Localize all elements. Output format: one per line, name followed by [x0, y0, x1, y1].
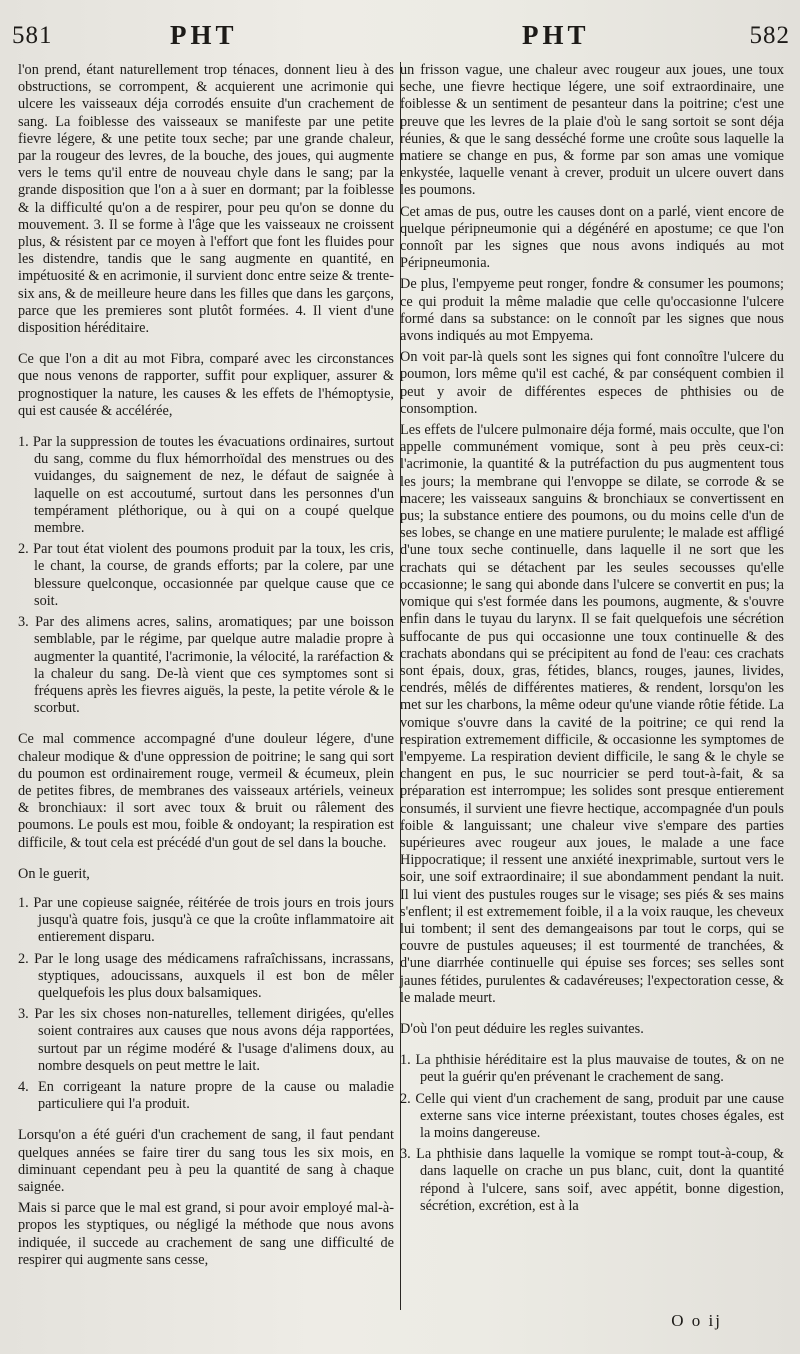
paragraph: Les effets de l'ulcere pulmonaire déja formé, mais occulte, que l'on appelle communément vomique, sont à peu près ceux-ci: l'acrimonie, la quantité & la putréfaction du pus augmentent tous les jours; la membrane qui l'envoppe se dilate, se corrode & se macere; les vaisseaux sanguins & bronchiaux se convertissent en pus; la substance entiere des poumons, ou du moins celle d'un de ses lobes, se change en une matiere purulente; le malade est affligé d'une toux seche continuelle, dans laquelle il ne sort que les crachats qui se détachent par les seules secousses qu'elle occasionne; le sang qui abonde dans l'ulcere se convertit en pus; la vomique qui s'est formée dans les poumons, augmente, & s'ouvre enfin dans le tuyau du larynx. Il se fait quelquefois une sécrétion suffocante de pus qui occasionne une toux continuelle & des crachats abondans qui se précipitent au fond de l'eau: ces crachats sont épais, doux, gras, fétides, blancs, rouges, jaunes, livides, cendrés, mêlés de différentes matieres, & rendent, lorsqu'on les met sur les charbons, la même odeur qu'une viande rôtie fétide. La vomique s'ouvre dans la cavité de la poitrine; ce qui rend la respiration extremement difficile, & occasionne les symptomes de l'empyeme. La respiration devient difficile, le sang & le chyle se changent en pus, le suc nourricier se perd tout-à-fait, & sa préparation est interrompue; les solides sont presque entierement consumés, il survient une fievre hectique, accompagnée d'un pouls foible & languissant; une chaleur vive s'empare des parties supérieures avec rougeur aux joues, le malade a une face Hippocratique; il ressent une anxiété inexprimable, surtout vers le soir, une soif extraordinaire; il sue abondamment pendant la nuit. Il lui vient des pustules rouges sur le visage; ses piés & ses mains s'enflent; il est extremement foible, il a la voix rauque, les cheveux lui tombent; il sent des demangeaisons par tout le corps, qui se couvre de pustules aqueuses; il est tourmenté de tranchées, & d'une diarrhée continuelle qui épuise ses forces; ses selles sont jaunes fétides, purulentes & cadavéreuses; l'expectoration cesse, & le malade meurt. [400, 422, 784, 1006]
paragraph: l'on prend, étant naturellement trop ténaces, donnent lieu à des obstructions, se corrompent, & acquierent une acrimonie qui ulcere les vaisseaux déja corrodés ensuite d'un crachement de sang. La foiblesse des vaisseaux se manifeste par une petite fievre légere, & une petite toux seche; par une grande chaleur, par la rougeur des levres, de la bouche, des joues, qui augmente vers le tems qu'il entre de nouveau chyle dans le sang; par la grande disposition que l'on a à suer en dormant; par la foiblesse & la difficulté qu'on a de respirer, pour peu qu'on se donne du mouvement. 3. Il se forme à l'âge que les vaisseaux ne croissent plus, & résistent par ce moyen à l'effort que font les fluides pour les distendre, tandis que le sang augmente en quantité, en impétuosité & en acrimonie, il survient donc entre seize & trente-six ans, & de meilleure heure dans les filles que dans les garçons, parce que les premieres sont plutôt formées. 4. Il vient d'une disposition héréditaire. [18, 62, 394, 337]
list-item: 2. Par tout état violent des poumons produit par la toux, les cris, le chant, la course, de grands efforts; par la colere, par une blessure quelconque, occasionnée par quelque cause que ce soit. [18, 541, 394, 609]
paragraph: Lorsqu'on a été guéri d'un crachement de sang, il faut pendant quelques années se faire tirer du sang tous les six mois, en diminuant cependant peu à peu la quantité de sang à chaque saignée. [18, 1127, 394, 1195]
left-column [18, 62, 394, 1273]
list-item: 2. Celle qui vient d'un crachement de sang, produit par une cause externe sans vice interne préexistant, toutes choses égales, est la moins dangereuse. [400, 1090, 784, 1141]
list-item: 1. Par la suppression de toutes les évacuations ordinaires, surtout du sang, comme du flux hémorrhoïdal des menstrues ou des vuidanges, du saignement de nez, le défaut de saignée à laquelle on est accoutumé, surtout dans les personnes d'un tempérament pléthorique, ou à qui on a coupé quelque membre. [18, 434, 394, 537]
paragraph: On voit par-là quels sont les signes qui font connoître l'ulcere du poumon, lors même qu'il est caché, & par conséquent combien il peut y avoir de différentes especes de phthisies ou de consomption. [400, 349, 784, 417]
list-item: 2. Par le long usage des médicamens rafraîchissans, incrassans, styptiques, adoucissans, auxquels il est bon de mêler quelquefois les plus doux balsamiques. [18, 950, 394, 1001]
page-number-right: 582 [749, 22, 790, 49]
paragraph: Ce mal commence accompagné d'une douleur légere, d'une chaleur modique & d'une oppression de poitrine; le sang qui sort du poumon est ordinairement rouge, vermeil & écumeux, plein de petites fibres, de membranes des vaisseaux artériels, veineux & bronchiaux: il sort avec toux & bruit ou râlement des poumons. Le pouls est mou, foible & ondoyant; la respiration est difficile, & tout cela est précédé d'un gout de sel dans la bouche. [18, 731, 394, 851]
list-item: 4. En corrigeant la nature propre de la cause ou maladie particuliere qui l'a produit. [18, 1078, 394, 1113]
list-item: 1. Par une copieuse saignée, réitérée de trois jours en trois jours jusqu'à quatre fois, jusqu'à ce que la croûte inflammatoire ait entierement disparu. [18, 894, 394, 946]
list-item: 1. La phthisie héréditaire est la plus mauvaise de toutes, & on ne peut la guérir qu'en prévenant le crachement de sang. [400, 1052, 784, 1086]
running-title-right: PHT [522, 20, 590, 50]
list-item: 3. La phthisie dans laquelle la vomique se rompt tout-à-coup, & dans laquelle on crache un pus blanc, cuit, dont la quantité répond à l'ulcere, sans soif, avec appétit, bonne digestion, sécrétion, excrétion, est à la [400, 1146, 784, 1214]
signature-mark: O o ij [671, 1311, 722, 1330]
right-column [400, 62, 784, 1219]
paragraph: Ce que l'on a dit au mot Fibra, comparé avec les circonstances que nous venons de rapporter, suffit pour expliquer, assurer & prognostiquer la nature, les causes & les effets de l'hémoptysie, qui est causée & accélérée, [18, 351, 394, 419]
paragraph: Mais si parce que le mal est grand, si pour avoir employé mal-à-propos les styptiques, ou négligé la méthode que nous avons indiquée, il succede au crachement de sang une difficulté de respirer qui augmente sans cesse, [18, 1200, 394, 1268]
running-header [0, 14, 800, 58]
running-title-left: PHT [170, 20, 238, 50]
paragraph: un frisson vague, une chaleur avec rougeur aux joues, une toux seche, une fievre hectique légere, une soif extraordinaire, une foiblesse & un sentiment de pesanteur dans la poitrine; c'est une preuve que les levres de la plaie d'où le sang sortoit se sont déja réunies, & que le sang desséché forme une croûte sous laquelle la matiere se change en pus, & forme par son amas une vomique enkystée, laquelle venant à crever, produit un ulcere ouvert dans les poumons. [400, 62, 784, 199]
paragraph: De plus, l'empyeme peut ronger, fondre & consumer les poumons; ce qui produit la même maladie que celle qu'occasionne l'ulcere formé dans sa substance: on le connoît par les signes que nous avons indiqués au mot Empyema. [400, 276, 784, 345]
page-number-left: 581 [12, 22, 53, 49]
paragraph: Cet amas de pus, outre les causes dont on a parlé, vient encore de quelque péripneumonie qui a dégénéré en apostume; ce que l'on connoît par les signes que nous avons indiqués au mot Péripneumonia. [400, 203, 784, 272]
section-lead: D'où l'on peut déduire les regles suivantes. [400, 1020, 644, 1037]
section-lead: On le guerit, [18, 865, 90, 882]
list-item: 3. Par les six choses non-naturelles, tellement dirigées, qu'elles soient contraires aux causes que nous avons déja rapportées, surtout par un régime modéré & l'usage d'alimens doux, au nombre desquels on peut mettre le lait. [18, 1006, 394, 1074]
list-item: 3. Par des alimens acres, salins, aromatiques; par une boisson semblable, par le régime, par quelque autre maladie propre à augmenter la quantité, l'acrimonie, la vélocité, la raréfaction & la chaleur du sang. De-là vient que ces symptomes sont si fréquens après les fievres aiguës, la peste, la petite vérole & le scorbut. [18, 614, 394, 717]
